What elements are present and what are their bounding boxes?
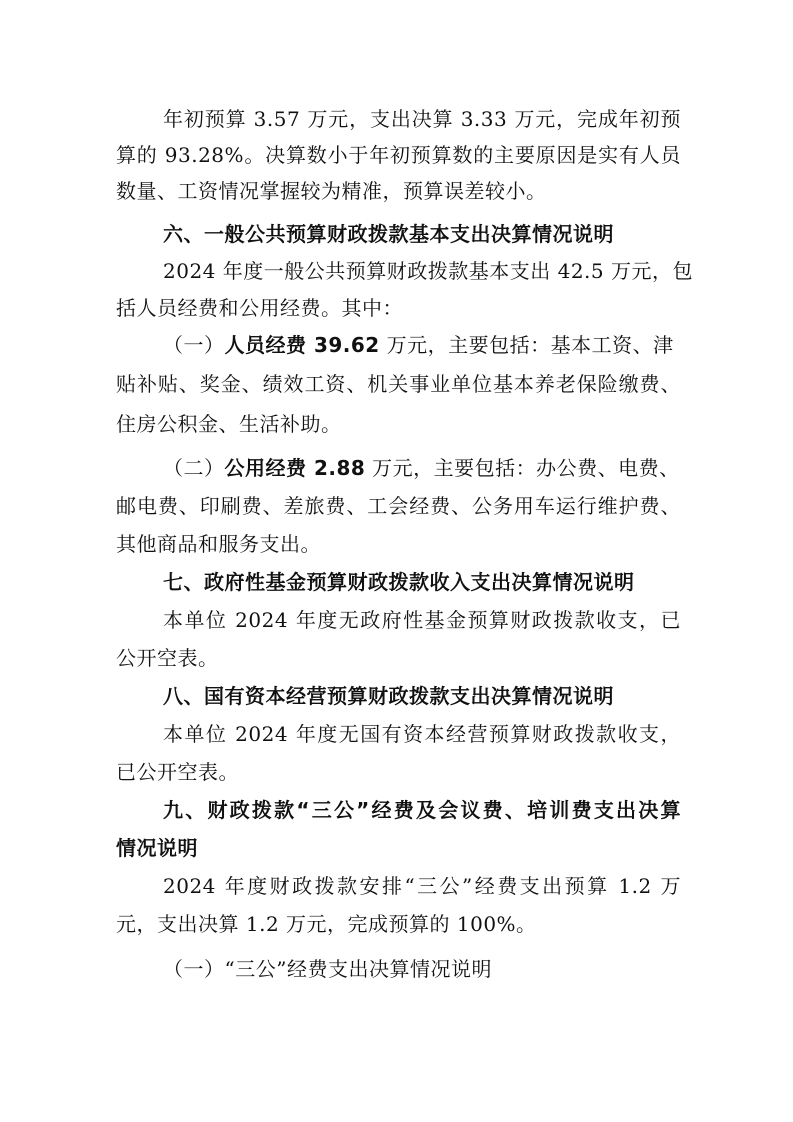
public-expenses-text: 万元，主要包括：办公费、电费、: [365, 456, 680, 480]
section-6-intro-line-1: 2024 年度一般公共预算财政拨款基本支出 42.5 万元，包: [163, 259, 694, 283]
section-9-heading-line-2: 情况说明: [116, 836, 198, 860]
budget-para-line-3: 数量、工资情况掌握较为精准，预算误差较小。: [116, 179, 547, 203]
item-prefix: （二）: [163, 456, 225, 480]
section-7-heading: 七、政府性基金预算财政拨款收入支出决算情况说明: [163, 570, 635, 594]
budget-para-line-1: 年初预算 3.57 万元，支出决算 3.33 万元，完成年初预: [163, 107, 681, 131]
section-8-heading: 八、国有资本经营预算财政拨款支出决算情况说明: [163, 684, 614, 708]
public-expenses-line-1: [163, 454, 680, 482]
section-9-line-2: 元，支出决算 1.2 万元，完成预算的 100%。: [116, 912, 537, 936]
section-6-intro-line-2: 括人员经费和公用经费。其中：: [116, 296, 403, 320]
section-9-subheading-1: （一）“三公”经费支出决算情况说明: [163, 957, 492, 981]
section-7-line-1: 本单位 2024 年度无政府性基金预算财政拨款收支，已: [163, 608, 681, 632]
personnel-expenses-text: 万元，主要包括：基本工资、津: [379, 333, 674, 357]
section-9-heading-line-1: 九、财政拨款“三公”经费及会议费、培训费支出决算: [163, 798, 681, 822]
public-expenses-label: 公用经费 2.88: [224, 456, 366, 480]
section-6-heading: 六、一般公共预算财政拨款基本支出决算情况说明: [163, 222, 614, 246]
personnel-expenses-line-3: 住房公积金、生活补助。: [116, 412, 342, 436]
section-9-line-1: 2024 年度财政拨款安排“三公”经费支出预算 1.2 万: [163, 874, 681, 898]
section-8-line-1: 本单位 2024 年度无国有资本经营预算财政拨款收支，: [163, 722, 681, 746]
budget-para-line-2: 算的 93.28%。决算数小于年初预算数的主要原因是实有人员: [116, 143, 681, 167]
public-expenses-line-3: 其他商品和服务支出。: [116, 532, 321, 556]
personnel-expenses-label: 人员经费 39.62: [224, 333, 380, 357]
public-expenses-line-2: 邮电费、印刷费、差旅费、工会经费、公务用车运行维护费、: [116, 494, 681, 518]
item-prefix: （一）: [163, 333, 225, 357]
personnel-expenses-line-1: [163, 331, 674, 359]
section-7-line-2: 公开空表。: [116, 646, 219, 670]
section-8-line-2: 已公开空表。: [116, 760, 239, 784]
personnel-expenses-line-2: 贴补贴、奖金、绩效工资、机关事业单位基本养老保险缴费、: [116, 372, 681, 396]
